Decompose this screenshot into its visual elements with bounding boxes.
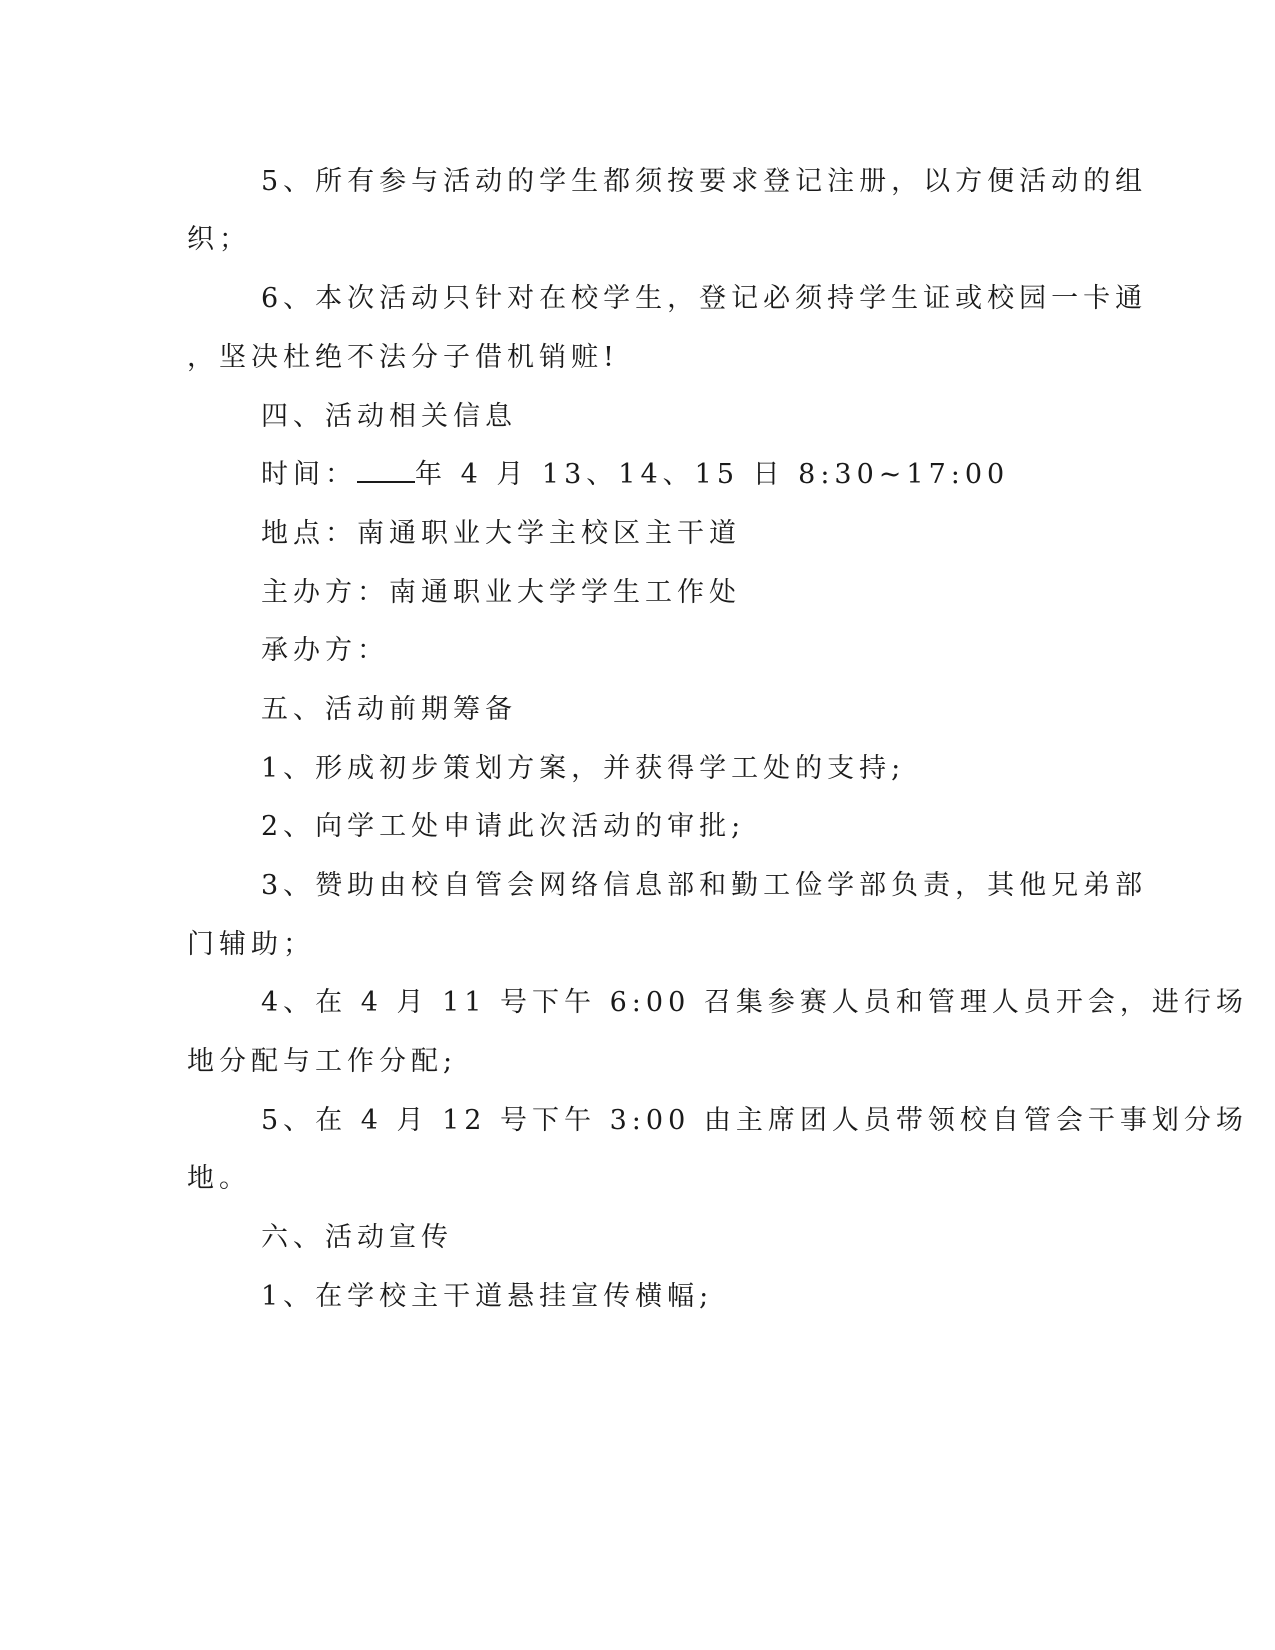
location-line: 地点：南通职业大学主校区主干道 (261, 518, 741, 549)
blank-underline (357, 457, 415, 483)
paragraph-line: 6、本次活动只针对在校学生，登记必须持学生证或校园一卡通 (261, 283, 1148, 314)
list-item: 2、向学工处申请此次活动的审批; (261, 811, 746, 842)
paragraph-line: 织； (187, 224, 251, 255)
list-item: 4、在 4 月 11 号下午 6:00 召集参赛人员和管理人员开会，进行场 (261, 987, 1248, 1018)
list-item: 1、在学校主干道悬挂宣传横幅; (261, 1281, 714, 1312)
section-heading: 五、活动前期筹备 (261, 694, 517, 725)
list-item-continuation: 地。 (187, 1163, 251, 1194)
section-heading: 四、活动相关信息 (261, 401, 517, 432)
section-heading: 六、活动宣传 (261, 1222, 453, 1253)
paragraph-line: ，坚决杜绝不法分子借机销赃! (187, 342, 619, 373)
time-label: 时间： (261, 459, 357, 490)
time-value: 年 4 月 13、14、15 日 8:30~17:00 (415, 459, 1010, 490)
co-organizer-line: 承办方： (261, 635, 389, 666)
list-item: 5、在 4 月 12 号下午 3:00 由主席团人员带领校自管会干事划分场 (261, 1105, 1248, 1136)
paragraph-line: 5、所有参与活动的学生都须按要求登记注册，以方便活动的组 (261, 166, 1148, 197)
time-line (261, 457, 1067, 493)
list-item: 3、赞助由校自管会网络信息部和勤工俭学部负责，其他兄弟部 (261, 870, 1148, 901)
list-item-continuation: 地分配与工作分配; (187, 1046, 458, 1077)
organizer-line: 主办方：南通职业大学学生工作处 (261, 577, 741, 608)
list-item: 1、形成初步策划方案，并获得学工处的支持; (261, 753, 906, 784)
list-item-continuation: 门辅助； (187, 929, 315, 960)
